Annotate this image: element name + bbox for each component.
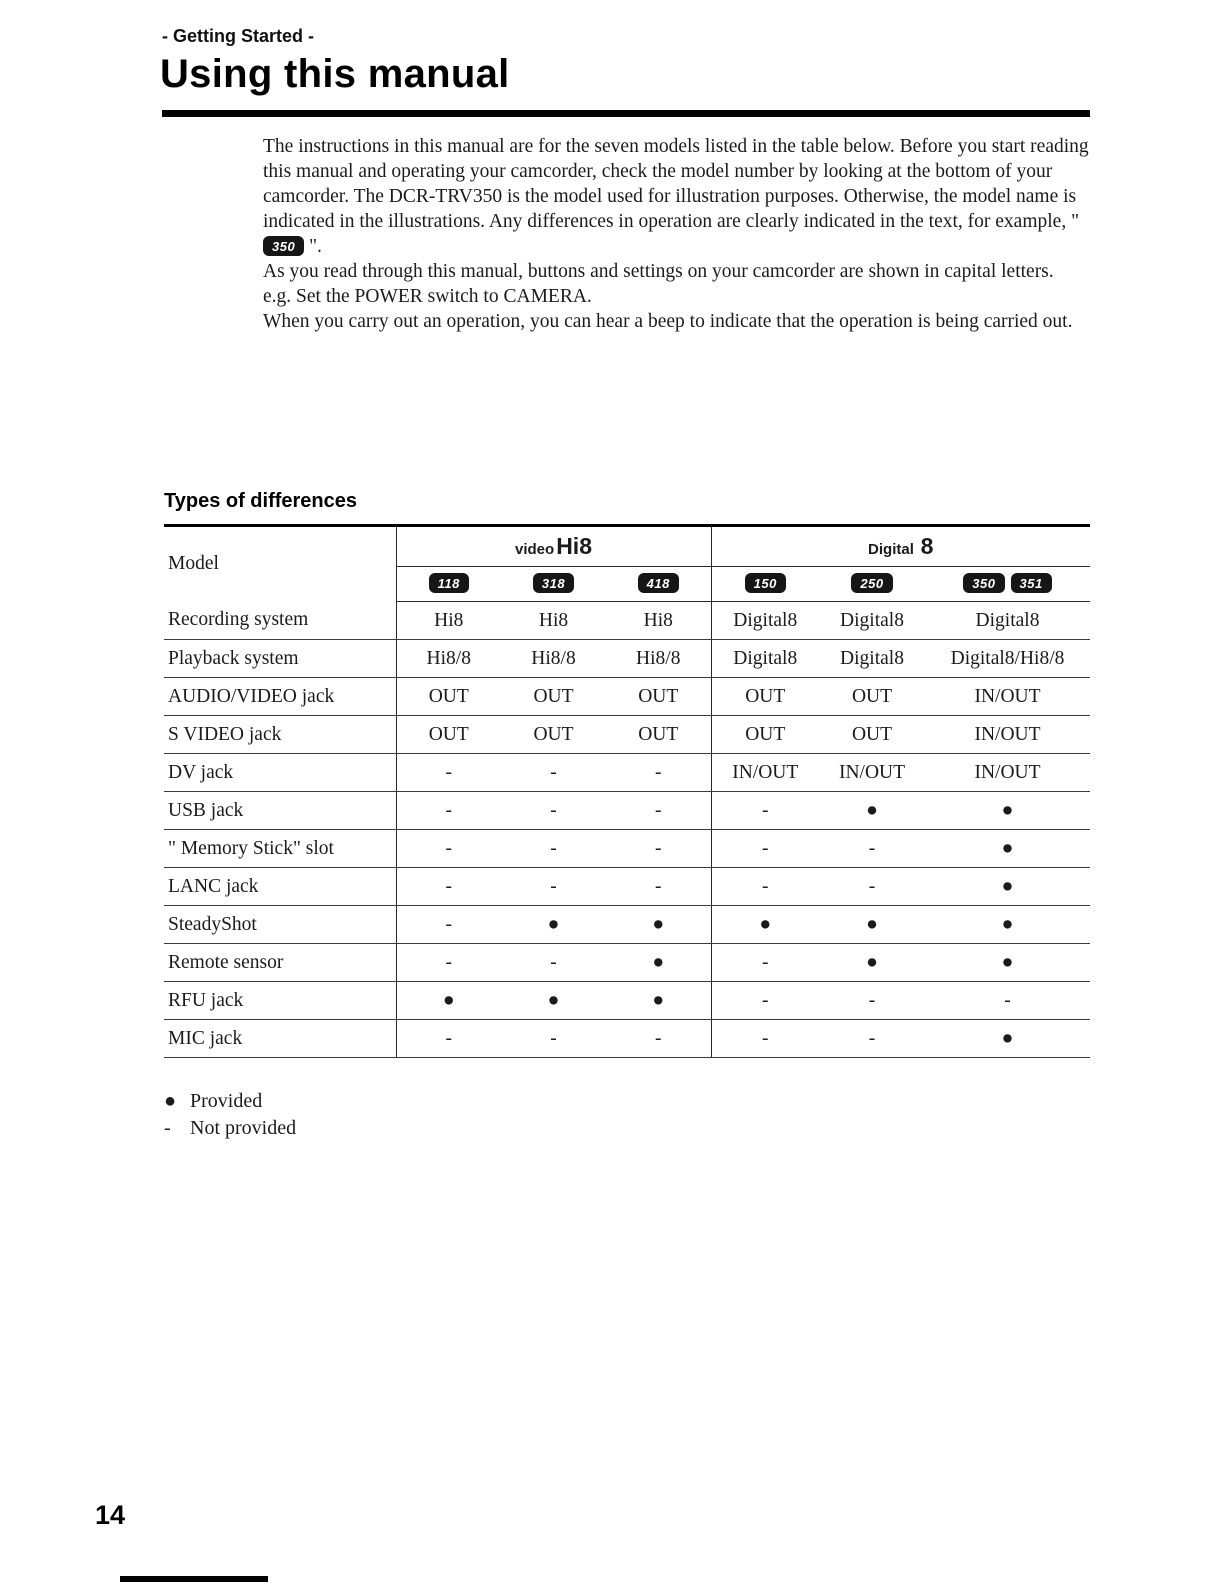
cell: ● (501, 906, 606, 944)
digital8-logo-small: Digital (868, 541, 914, 558)
badge-cell-118 (396, 567, 501, 602)
table-row (164, 944, 1090, 982)
row-label: Remote sensor (164, 944, 396, 982)
table-row (164, 868, 1090, 906)
row-label: Recording system (164, 602, 396, 640)
cell: ● (925, 906, 1090, 944)
cell: ● (925, 868, 1090, 906)
row-label: S VIDEO jack (164, 716, 396, 754)
cell: OUT (606, 716, 711, 754)
cell: - (501, 830, 606, 868)
cell: IN/OUT (925, 716, 1090, 754)
cell: - (396, 1020, 501, 1058)
model-badge-350: 350 (963, 573, 1004, 593)
cell: OUT (396, 716, 501, 754)
cell: - (606, 830, 711, 868)
legend-provided-label: Provided (190, 1090, 263, 1112)
cell: Hi8/8 (501, 640, 606, 678)
cell: OUT (606, 678, 711, 716)
video-hi8-logo-big: Hi8 (556, 533, 592, 559)
model-badge-250: 250 (851, 573, 892, 593)
cell: - (711, 944, 819, 982)
table-row (164, 982, 1090, 1020)
row-label: AUDIO/VIDEO jack (164, 678, 396, 716)
cell: OUT (501, 716, 606, 754)
row-label: Playback system (164, 640, 396, 678)
cell: - (711, 1020, 819, 1058)
cell: OUT (711, 716, 819, 754)
model-badge-118: 118 (429, 573, 469, 593)
cell: OUT (819, 716, 925, 754)
cell: - (396, 830, 501, 868)
cell: ● (606, 906, 711, 944)
row-label: " Memory Stick" slot (164, 830, 396, 868)
cell: ● (819, 944, 925, 982)
cell: - (501, 944, 606, 982)
cell: ● (925, 944, 1090, 982)
page-number: 14 (95, 1500, 126, 1530)
cell: IN/OUT (925, 754, 1090, 792)
badge-cell-418 (606, 567, 711, 602)
table-row (164, 602, 1090, 640)
cell: ● (606, 944, 711, 982)
cell: - (925, 982, 1090, 1020)
differences-table (164, 524, 1090, 1058)
cell: ● (819, 792, 925, 830)
cell: - (819, 868, 925, 906)
badge-cell-150 (711, 567, 819, 602)
cell: - (711, 868, 819, 906)
model-column-header: Model (168, 553, 219, 575)
cell: - (396, 944, 501, 982)
cell: - (606, 1020, 711, 1058)
table-row (164, 754, 1090, 792)
cell: - (396, 754, 501, 792)
table-row (164, 640, 1090, 678)
cell: ● (501, 982, 606, 1020)
not-provided-dash-icon: - (164, 1117, 171, 1139)
intro-paragraph-4: When you carry out an operation, you can hear a beep to indicate that the operation is being carried out. (263, 311, 1073, 332)
cell: IN/OUT (925, 678, 1090, 716)
page-title: Using this manual (160, 52, 510, 96)
cell: ● (925, 1020, 1090, 1058)
cell: ● (925, 830, 1090, 868)
cell: - (606, 792, 711, 830)
group-header-digital8 (711, 526, 1090, 567)
cell: - (819, 1020, 925, 1058)
row-label: LANC jack (164, 868, 396, 906)
cell: - (501, 754, 606, 792)
cell: IN/OUT (711, 754, 819, 792)
intro-paragraph-2: As you read through this manual, buttons and settings on your camcorder are shown in capital letters. (263, 261, 1054, 282)
cell: - (711, 792, 819, 830)
table-legend (164, 1088, 296, 1142)
cell: ● (396, 982, 501, 1020)
cell: IN/OUT (819, 754, 925, 792)
cell: - (501, 792, 606, 830)
cell: Digital8/Hi8/8 (925, 640, 1090, 678)
cell: Hi8 (501, 602, 606, 640)
row-label: SteadyShot (164, 906, 396, 944)
model-badge-350-inline: 350 (263, 236, 304, 256)
group-header-video-hi8 (396, 526, 711, 567)
row-label: DV jack (164, 754, 396, 792)
intro-paragraph-3: e.g. Set the POWER switch to CAMERA. (263, 286, 592, 307)
title-rule (162, 110, 1090, 117)
legend-not-provided (164, 1115, 296, 1142)
cell: Digital8 (711, 640, 819, 678)
model-badge-418: 418 (638, 573, 679, 593)
cell: Hi8/8 (396, 640, 501, 678)
cell: - (819, 982, 925, 1020)
badge-cell-318 (501, 567, 606, 602)
cell: Digital8 (819, 602, 925, 640)
intro-paragraph-1-text: The instructions in this manual are for the seven models listed in the table below. Before you start reading this manual and operating your camcorder, check the model number by looking at the bottom of your camcorder. The DCR-TRV350 is the model used for illustration purposes. Otherwise, the model name is indicated in the illustrations. Any differences in operation are clearly indicated in the text, for example, (263, 136, 1089, 232)
table-row (164, 906, 1090, 944)
row-label: MIC jack (164, 1020, 396, 1058)
cell: - (606, 754, 711, 792)
cell: ● (606, 982, 711, 1020)
cell: Hi8 (396, 602, 501, 640)
row-label: USB jack (164, 792, 396, 830)
quote-close: ". (304, 236, 322, 257)
table-group-header-row (164, 526, 1090, 567)
cell: - (819, 830, 925, 868)
legend-not-provided-label: Not provided (190, 1117, 297, 1139)
cell: OUT (819, 678, 925, 716)
table-row (164, 678, 1090, 716)
section-eyebrow: - Getting Started - (162, 26, 314, 46)
model-badge-150: 150 (745, 573, 786, 593)
model-badge-351: 351 (1011, 573, 1052, 593)
cell: - (501, 868, 606, 906)
legend-provided (164, 1088, 296, 1115)
cell: Hi8/8 (606, 640, 711, 678)
types-of-differences-heading: Types of differences (164, 490, 358, 512)
scan-bottom-bar (120, 1576, 268, 1582)
cell: OUT (396, 678, 501, 716)
table-row (164, 1020, 1090, 1058)
badge-cell-250 (819, 567, 925, 602)
provided-dot-icon: ● (164, 1090, 177, 1112)
cell: ● (711, 906, 819, 944)
cell: OUT (711, 678, 819, 716)
badge-cell-350-351 (925, 567, 1090, 602)
cell: Hi8 (606, 602, 711, 640)
cell: - (711, 830, 819, 868)
table-row (164, 716, 1090, 754)
cell: Digital8 (925, 602, 1090, 640)
table-row (164, 792, 1090, 830)
cell: - (396, 792, 501, 830)
intro-text-block (263, 134, 1095, 334)
cell: ● (819, 906, 925, 944)
table-row (164, 830, 1090, 868)
cell: Digital8 (711, 602, 819, 640)
cell: ● (925, 792, 1090, 830)
video-hi8-logo-small: video (515, 541, 555, 558)
row-label: RFU jack (164, 982, 396, 1020)
cell: OUT (501, 678, 606, 716)
digital8-logo-big: 8 (920, 533, 934, 559)
quote-open: " (1071, 211, 1080, 232)
cell: - (606, 868, 711, 906)
model-badge-318: 318 (533, 573, 574, 593)
cell: Digital8 (819, 640, 925, 678)
cell: - (711, 982, 819, 1020)
cell: - (501, 1020, 606, 1058)
cell: - (396, 868, 501, 906)
cell: - (396, 906, 501, 944)
intro-paragraph-1 (263, 134, 1095, 259)
